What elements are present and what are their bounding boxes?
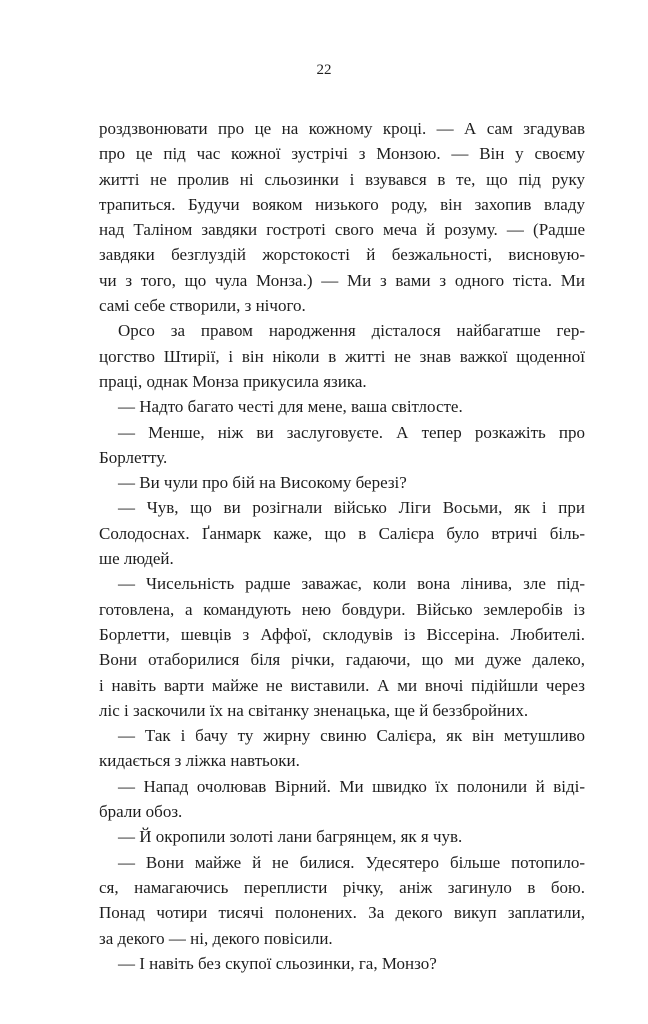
text-line: — Й окропили золоті лани багрянцем, як я чув.: [118, 827, 463, 847]
text-line: про це під час кожної зустрічі з Монзою. — Він у своєму: [99, 144, 585, 164]
text-line: кидається з ліжка навтьоки.: [99, 751, 300, 771]
text-line: чи з того, що чула Монза.) — Ми з вами з одного тіста. Ми: [99, 270, 585, 290]
text-line: ся, намагаючись переплисти річку, аніж загинуло в бою.: [99, 877, 585, 897]
text-line: — Менше, ніж ви заслуговуєте. А тепер розкажіть про: [118, 422, 585, 442]
text-line: Борлетту.: [99, 447, 168, 467]
text-line: — Чув, що ви розігнали військо Ліги Восьми, як і при: [118, 498, 585, 518]
text-line: самі себе створили, з нічого.: [99, 296, 306, 316]
text-line: — Надто багато честі для мене, ваша світлосте.: [118, 397, 463, 417]
text-line: Борлетти, шевців з Аффої, склодувів із Віссеріна. Любителі.: [99, 624, 585, 644]
text-line: — І навіть без скупої сльозинки, га, Монзо?: [118, 953, 437, 973]
text-line: готовлена, а командують нею бовдури. Військо землеробів із: [99, 599, 585, 619]
text-line: — Чисельність радше заважає, коли вона лінива, зле під-: [118, 574, 585, 594]
text-line: цогство Штирії, і він ніколи в житті не знав важкої щоденної: [99, 346, 585, 366]
text-line: трапиться. Будучи вояком низького роду, він захопив владу: [99, 194, 585, 214]
text-line: роздзвонювати про це на кожному кроці. — А сам згадував: [99, 119, 585, 138]
text-line: — Напад очолював Вірний. Ми швидко їх полонили й віді-: [118, 776, 585, 796]
text-line: брали обоз.: [99, 802, 183, 822]
text-line: ліс і заскочили їх на світанку зненацька, ще й беззбройних.: [99, 700, 529, 720]
page-number: 22: [316, 62, 332, 78]
text-line: і навіть варти майже не виставили. А ми вночі підійшли через: [99, 675, 585, 695]
text-line: Понад чотири тисячі полонених. За декого викуп заплатили,: [99, 903, 585, 923]
text-line: — Так і бачу ту жирну свиню Салієра, як він метушливо: [118, 726, 585, 746]
text-line: Вони отаборилися біля річки, гадаючи, що ми дуже далеко,: [99, 650, 585, 670]
text-line: завдяки безглуздій жорстокості й безжальності, висновую-: [99, 245, 585, 265]
text-line: — Вони майже й не билися. Удесятеро більше потопило-: [118, 852, 585, 872]
text-line: праці, однак Монза прикусила язика.: [99, 371, 367, 391]
text-line: за декого — ні, декого повісили.: [99, 928, 333, 948]
text-line: Солодоснах. Ґанмарк каже, що в Салієра було втричі біль-: [99, 523, 585, 543]
text-line: Орсо за правом народження дісталося найбагатше гер-: [118, 321, 585, 341]
body-text: [99, 116, 585, 976]
text-line: — Ви чули про бій на Високому березі?: [118, 473, 407, 493]
text-line: житті не пролив ні сльозинки і взувався в те, що під руку: [99, 169, 585, 189]
text-line: над Таліном завдяки гостроті свого меча й розуму. — (Радше: [99, 220, 585, 240]
text-line: ше людей.: [99, 549, 174, 569]
